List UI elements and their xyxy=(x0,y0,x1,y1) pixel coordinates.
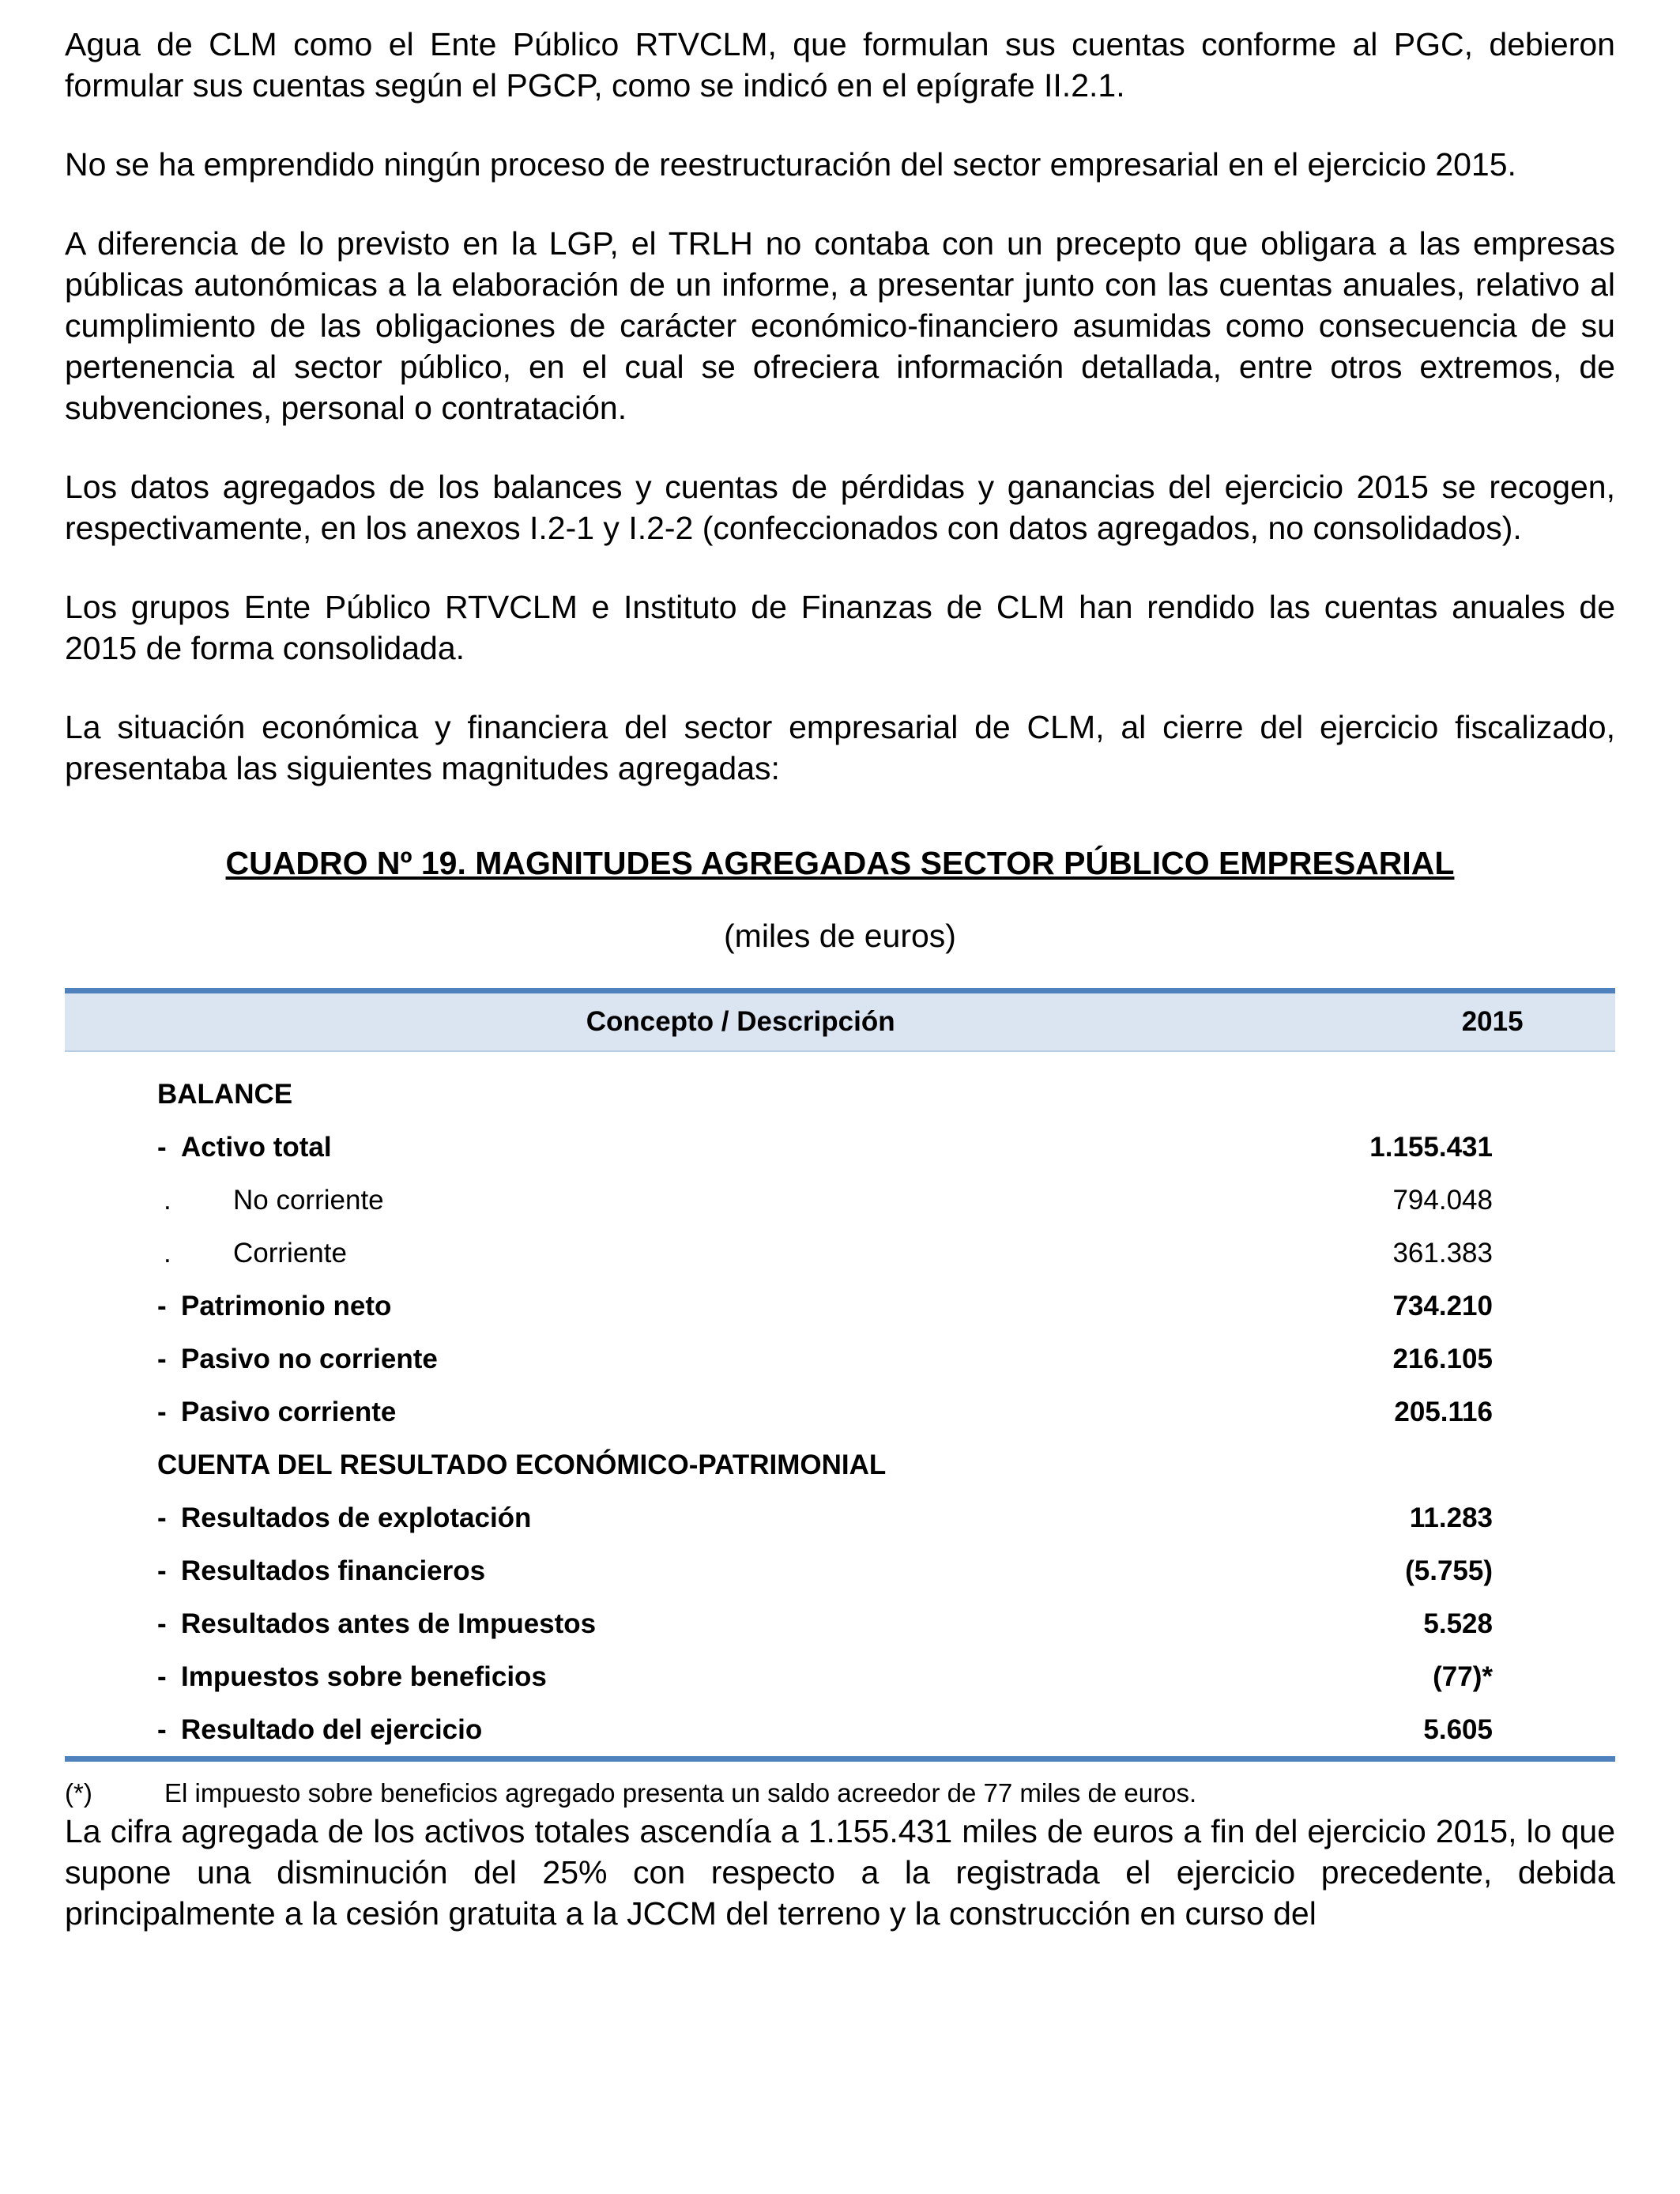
table-row: - Resultados de explotación 11.283 xyxy=(157,1502,1493,1533)
footnote-mark: (*) xyxy=(65,1778,92,1808)
closing-paragraph: La cifra agregada de los activos totales ascendía a 1.155.431 miles de euros a fin del ejercicio 2015, lo que supone una disminución del 25% con respecto a la registrada el ejercicio precedente, debida principalmente a la cesión gratuita a la JCCM del terreno y la construcción en curso del xyxy=(65,1813,1615,1932)
table-row: - Resultados antes de Impuestos 5.528 xyxy=(157,1608,1493,1639)
header-year: 2015 xyxy=(1369,991,1615,1052)
paragraph-6: La situación económica y financiera del sector empresarial de CLM, al cierre del ejercicio fiscalizado, presentaba las siguientes magnitudes agregadas: xyxy=(65,709,1615,786)
paragraph-1: Agua de CLM como el Ente Público RTVCLM, que formulan sus cuentas conforme al PGC, debieron formular sus cuentas según el PGCP, como se indicó en el epígrafe II.2.1. xyxy=(65,26,1615,104)
table-row: - Activo total 1.155.431 xyxy=(157,1131,1493,1163)
table-footnote xyxy=(65,1776,1615,1811)
header-concepto: Concepto / Descripción xyxy=(65,991,1369,1052)
footnote-text: El impuesto sobre beneficios agregado presenta un saldo acreedor de 77 miles de euros. xyxy=(164,1778,1197,1808)
section-heading-balance: BALANCE xyxy=(157,1078,293,1110)
document-content xyxy=(65,24,1615,1972)
table-row: - Patrimonio neto 734.210 xyxy=(157,1290,1493,1321)
section-heading-resultado: CUENTA DEL RESULTADO ECONÓMICO-PATRIMONIAL xyxy=(157,1449,887,1480)
table-subtitle: (miles de euros) xyxy=(724,918,956,954)
table-row: - Resultados financieros (5.755) xyxy=(157,1555,1493,1586)
paragraph-3: A diferencia de lo previsto en la LGP, el TRLH no contaba con un precepto que obligara a las empresas públicas autonómicas a la elaboración de un informe, a presentar junto con las cuentas anuales, relativo al cumplimiento de las obligaciones de carácter económico-financiero asumidas como consecuencia de su pertenencia al sector público, en el cual se ofreciera información detallada, entre otros extremos, de subvenciones, personal o contratación. xyxy=(65,225,1615,426)
magnitudes-table xyxy=(65,988,1615,1762)
table-row: . Corriente 361.383 xyxy=(164,1237,1493,1269)
table-row: - Impuestos sobre beneficios (77)* xyxy=(157,1661,1493,1692)
table-row: . No corriente 794.048 xyxy=(164,1184,1493,1216)
table-header-row xyxy=(65,991,1615,1052)
paragraph-2: No se ha emprendido ningún proceso de reestructuración del sector empresarial en el ejercicio 2015. xyxy=(65,146,1516,183)
spacer-row xyxy=(65,1051,1615,1068)
table-title: CUADRO Nº 19. MAGNITUDES AGREGADAS SECTOR PÚBLICO EMPRESARIAL xyxy=(225,845,1455,881)
paragraph-4: Los datos agregados de los balances y cuentas de pérdidas y ganancias del ejercicio 2015 se recogen, respectivamente, en los anexos I.2-1 y I.2-2 (confeccionados con datos agregados, no consolidados). xyxy=(65,469,1615,546)
table-row: - Pasivo corriente 205.116 xyxy=(157,1396,1493,1427)
table-row: - Resultado del ejercicio 5.605 xyxy=(65,1703,1615,1759)
table-row: - Pasivo no corriente 216.105 xyxy=(157,1343,1493,1374)
paragraph-5: Los grupos Ente Público RTVCLM e Instituto de Finanzas de CLM han rendido las cuentas anuales de 2015 de forma consolidada. xyxy=(65,589,1615,666)
